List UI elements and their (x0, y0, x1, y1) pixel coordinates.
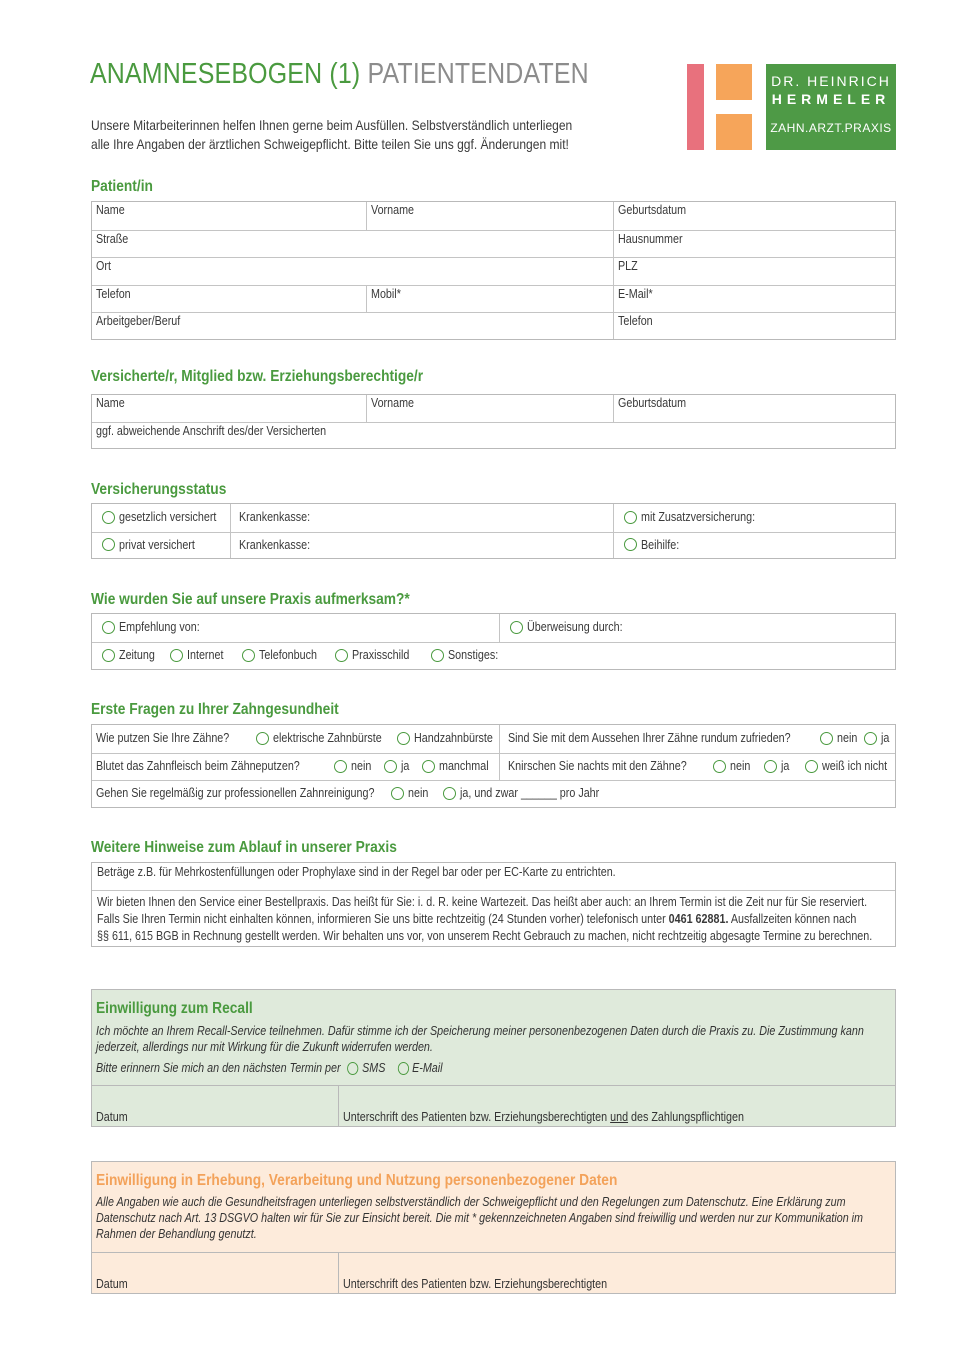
option-ja[interactable] (384, 759, 411, 773)
hint-appointment (97, 894, 872, 945)
logo-pink-bar (687, 64, 704, 150)
hint-text: Ausfallzeiten können nach (728, 912, 857, 926)
referral-options (92, 643, 895, 669)
radio-icon[interactable] (102, 511, 115, 524)
option-label: gesetzlich versichert (119, 510, 217, 524)
patient-table (91, 201, 896, 340)
option-label: Sonstiges: (448, 648, 499, 662)
field-label: ggf. abweichende Anschrift des/der Versicherten (96, 424, 327, 438)
phone-number: 0461 62881. (668, 912, 729, 926)
radio-icon[interactable] (102, 621, 115, 634)
table-row (92, 753, 895, 780)
field-label: PLZ (618, 259, 638, 273)
field-label: E-Mail* (618, 287, 653, 301)
recall-consent-box (91, 989, 896, 1127)
option-label: Beihilfe: (641, 537, 680, 552)
option-label: nein (730, 759, 751, 773)
option-label: manchmal (439, 759, 489, 773)
radio-icon[interactable] (242, 649, 255, 662)
option-label: Internet (187, 648, 224, 662)
field-label: Krankenkasse: (239, 510, 311, 524)
field-label: Arbeitgeber/Beruf (96, 314, 181, 328)
hint-row (92, 890, 895, 946)
recall-text (96, 1023, 864, 1055)
radio-icon[interactable] (256, 732, 269, 745)
logo-orange-square (716, 114, 752, 150)
option-label: mit Zusatzversicherung: (641, 510, 756, 524)
field-label: Ort (96, 259, 111, 273)
table-row (92, 532, 895, 558)
radio-icon[interactable] (713, 760, 726, 773)
recall-line: Ich möchte an Ihrem Recall-Service teilnehmen. Dafür stimme ich der Speicherung meiner personenbezogenen Daten durch die Praxis zu. Die Zustimmung kann (96, 1024, 864, 1038)
option-label: Empfehlung von: (119, 620, 200, 634)
title-main: ANAMNESEBOGEN (1) (90, 58, 361, 90)
insured-address-field[interactable] (92, 423, 895, 448)
table-row (92, 230, 895, 257)
date-field[interactable] (92, 1253, 338, 1293)
radio-icon[interactable] (397, 732, 410, 745)
signature-row (92, 1252, 895, 1293)
recall-reminder (96, 1060, 443, 1076)
krankenkasse-field[interactable] (230, 533, 613, 558)
option-sms[interactable] (347, 1060, 385, 1076)
plz-field[interactable] (613, 258, 895, 285)
dental-table (91, 724, 896, 808)
radio-icon[interactable] (805, 760, 818, 773)
section-heading-patient: Patient/in (91, 178, 153, 195)
option-email[interactable] (397, 1060, 442, 1076)
privacy-line: Datenschutz nach Art. 13 DSGVO halten wir für Sie zur Einsicht bereit. Die mit * gekennzeichneten Angaben sind freiwillig und werden nur zur Kommunikation im (96, 1211, 864, 1225)
logo-doctor-title: DR. HEINRICH (771, 73, 891, 89)
radio-icon[interactable] (624, 538, 637, 551)
signature-field[interactable] (338, 1253, 895, 1293)
radio-icon[interactable] (335, 649, 348, 662)
signature-row (92, 1085, 895, 1126)
vorname-field[interactable] (366, 202, 613, 230)
option-label: nein (408, 786, 429, 800)
option-label: ja (781, 759, 790, 773)
radio-icon[interactable] (347, 1062, 358, 1075)
signature-text: Unterschrift des Patienten bzw. Erziehungsberechtigten (343, 1110, 611, 1124)
section-heading-dental: Erste Fragen zu Ihrer Zahngesundheit (91, 701, 339, 718)
field-label: Name (96, 203, 125, 217)
date-label: Datum (96, 1110, 128, 1124)
radio-icon[interactable] (102, 649, 115, 662)
privacy-heading: Einwilligung in Erhebung, Verarbeitung und Nutzung personenbezogener Daten (96, 1172, 618, 1189)
field-label: Telefon (96, 287, 131, 301)
telefon-work-field[interactable] (613, 313, 895, 339)
radio-icon[interactable] (422, 760, 435, 773)
option-label: Zeitung (119, 648, 155, 662)
option-label: Praxisschild (352, 648, 410, 662)
option-label: ja (881, 731, 890, 745)
geburtsdatum-field[interactable] (613, 202, 895, 230)
question-label: Gehen Sie regelmäßig zur professionellen Zahnreinigung? (96, 786, 375, 800)
table-row (92, 725, 895, 753)
option-electric[interactable] (256, 731, 399, 745)
hint-line: Wir bieten Ihnen den Service einer Bestellpraxis. Das heißt für Sie: i. d. R. keine Wartezeit. Das heißt aber auch: an Ihrem Termin ist die Zeit nur für Sie reserviert. (97, 895, 868, 909)
radio-icon[interactable] (431, 649, 444, 662)
question-cleaning (92, 781, 895, 807)
option-weiss-nicht[interactable] (805, 759, 898, 773)
logo-practice-type: ZAHN.ARZT.PRAXIS (770, 121, 892, 135)
option-label: ja (401, 759, 410, 773)
table-row (92, 312, 895, 339)
intro-line: Unsere Mitarbeiterinnen helfen Ihnen gerne beim Ausfüllen. Selbstverständlich unterliegen (91, 117, 573, 133)
option-gesetzlich[interactable] (92, 504, 230, 532)
referral-table (91, 613, 896, 670)
option-sonstiges[interactable] (431, 648, 506, 662)
radio-icon[interactable] (764, 760, 777, 773)
radio-icon[interactable] (334, 760, 347, 773)
field-label: Telefon (618, 314, 653, 328)
section-heading-referral: Wie wurden Sie auf unsere Praxis aufmerksam?* (91, 591, 410, 608)
radio-icon[interactable] (391, 787, 404, 800)
option-label: SMS (362, 1061, 386, 1075)
question-appearance (499, 725, 895, 753)
option-zusatz[interactable] (613, 504, 895, 532)
hint-line: §§ 611, 615 BGB in Rechnung gestellt werden. Wir behalten uns vor, von unserem Recht Gebrauch zu machen, nicht rechtzeitig abgesagte Termine zu berechnen. (97, 929, 873, 943)
field-label: Name (96, 396, 125, 410)
field-label: Krankenkasse: (239, 537, 311, 552)
question-label: Blutet das Zahnfleisch beim Zähneputzen? (96, 759, 300, 773)
signature-label: Unterschrift des Patienten bzw. Erziehungsberechtigten (343, 1277, 608, 1291)
strasse-field[interactable] (92, 231, 613, 257)
hausnummer-field[interactable] (613, 231, 895, 257)
arbeitgeber-field[interactable] (92, 313, 613, 339)
option-label: elektrische Zahnbürste (273, 731, 382, 745)
option-zeitung[interactable] (102, 648, 161, 662)
signature-label (343, 1110, 744, 1124)
field-label: Geburtsdatum (618, 203, 687, 217)
section-heading-hints: Weitere Hinweise zum Ablauf in unserer Praxis (91, 839, 397, 856)
radio-icon[interactable] (443, 787, 456, 800)
field-label: Hausnummer (618, 232, 683, 246)
table-row (92, 422, 895, 448)
radio-icon[interactable] (864, 732, 877, 745)
name-field[interactable] (92, 202, 366, 230)
option-manual[interactable] (397, 731, 506, 745)
date-field[interactable] (92, 1086, 338, 1126)
question-label: Sind Sie mit dem Aussehen Ihrer Zähne rundum zufrieden? (508, 731, 791, 745)
insured-table (91, 394, 896, 449)
privacy-line: Rahmen der Behandlung genutzt. (96, 1227, 257, 1241)
option-ueberweisung[interactable] (499, 614, 895, 642)
hint-line (97, 911, 872, 928)
table-row (92, 642, 895, 669)
option-label: weiß ich nicht (822, 759, 888, 773)
table-row (92, 257, 895, 285)
field-label: Geburtsdatum (618, 396, 687, 410)
table-row (92, 614, 895, 642)
option-label: E-Mail (412, 1061, 443, 1075)
option-privat[interactable] (92, 533, 230, 558)
title-sub: PATIENTENDATEN (367, 58, 589, 90)
section-heading-insured: Versicherte/r, Mitglied bzw. Erziehungsberechtige/r (91, 368, 424, 385)
krankenkasse-field[interactable] (230, 504, 613, 532)
option-nein[interactable] (820, 731, 861, 745)
option-nein[interactable] (391, 786, 432, 800)
logo-text-box (766, 64, 896, 150)
intro-line: alle Ihre Angaben der ärztlichen Schweigepflicht. Bitte teilen Sie uns ggf. Änderungen mit! (91, 136, 569, 152)
insurance-status-table (91, 503, 896, 559)
radio-icon[interactable] (102, 538, 115, 551)
option-label: Telefonbuch (259, 648, 317, 662)
table-row (92, 504, 895, 532)
option-label: nein (351, 759, 372, 773)
option-ja-frequency[interactable] (443, 786, 622, 800)
date-label: Datum (96, 1277, 128, 1291)
signature-text: des Zahlungspflichtigen (628, 1110, 744, 1124)
telefon-field[interactable] (92, 286, 366, 312)
option-empfehlung[interactable] (92, 614, 499, 642)
question-bleeding (92, 754, 499, 780)
table-row (92, 395, 895, 422)
signature-text-underlined: und (610, 1110, 629, 1124)
table-row (92, 202, 895, 230)
question-label: Wie putzen Sie Ihre Zähne? (96, 731, 230, 745)
option-internet[interactable] (170, 648, 229, 662)
recall-heading: Einwilligung zum Recall (96, 1000, 253, 1017)
radio-icon[interactable] (384, 760, 397, 773)
page-title (90, 58, 589, 91)
hints-box (91, 862, 896, 947)
ort-field[interactable] (92, 258, 613, 285)
signature-field[interactable] (338, 1086, 895, 1126)
hint-text: Falls Sie Ihren Termin nicht einhalten können, informieren Sie uns bitte rechtzeitig (24 Stunden vorher) telefonisch unter (97, 912, 669, 926)
question-grinding (499, 754, 895, 780)
hint-payment: Beträge z.B. für Mehrkostenfüllungen oder Prophylaxe sind in der Regel bar oder per EC-Karte zu entrichten. (97, 865, 616, 879)
hint-row (92, 863, 895, 890)
option-label: Handzahnbürste (414, 731, 493, 745)
radio-icon[interactable] (624, 511, 637, 524)
field-label: Vorname (371, 203, 415, 217)
radio-icon[interactable] (820, 732, 833, 745)
intro-text (91, 116, 572, 154)
practice-logo (687, 64, 896, 150)
option-manchmal[interactable] (422, 759, 497, 773)
radio-icon[interactable] (397, 1062, 408, 1075)
recall-line: jederzeit, allerdings nur mit Wirkung für die Zukunft widerrufen werden. (96, 1040, 433, 1054)
email-field[interactable] (613, 286, 895, 312)
option-label: privat versichert (119, 537, 195, 552)
insured-geburtsdatum-field[interactable] (613, 395, 895, 422)
field-label: Vorname (371, 396, 415, 410)
question-brushing (92, 725, 499, 753)
field-label: Mobil* (371, 287, 401, 301)
option-ja[interactable] (764, 759, 791, 773)
logo-doctor-name: HERMELER (771, 91, 891, 107)
table-row (92, 285, 895, 312)
option-beihilfe[interactable] (613, 533, 895, 558)
mobil-field[interactable] (366, 286, 613, 312)
option-praxisschild[interactable] (335, 648, 419, 662)
question-label: Knirschen Sie nachts mit den Zähne? (508, 759, 687, 773)
option-label: Überweisung durch: (527, 620, 623, 634)
radio-icon[interactable] (170, 649, 183, 662)
insured-vorname-field[interactable] (366, 395, 613, 422)
logo-orange-square (716, 64, 752, 100)
insured-name-field[interactable] (92, 395, 366, 422)
field-label: Straße (96, 232, 129, 246)
option-nein[interactable] (334, 759, 375, 773)
recall-reminder-label: Bitte erinnern Sie mich an den nächsten Termin per (96, 1061, 341, 1075)
option-label: ja, und zwar ______ pro Jahr (460, 786, 600, 800)
privacy-consent-box (91, 1161, 896, 1294)
option-ja[interactable] (864, 731, 891, 745)
option-nein[interactable] (713, 759, 754, 773)
table-row (92, 780, 895, 807)
radio-icon[interactable] (510, 621, 523, 634)
section-heading-insurance-status: Versicherungsstatus (91, 481, 227, 498)
privacy-line: Alle Angaben wie auch die Gesundheitsfragen unterliegen selbstverständlich der Schweigepflicht und den Regelungen zum Datenschutz. Eine Erklärung zum (96, 1195, 846, 1209)
option-label: nein (837, 731, 858, 745)
option-telefonbuch[interactable] (242, 648, 326, 662)
privacy-text (96, 1194, 863, 1242)
